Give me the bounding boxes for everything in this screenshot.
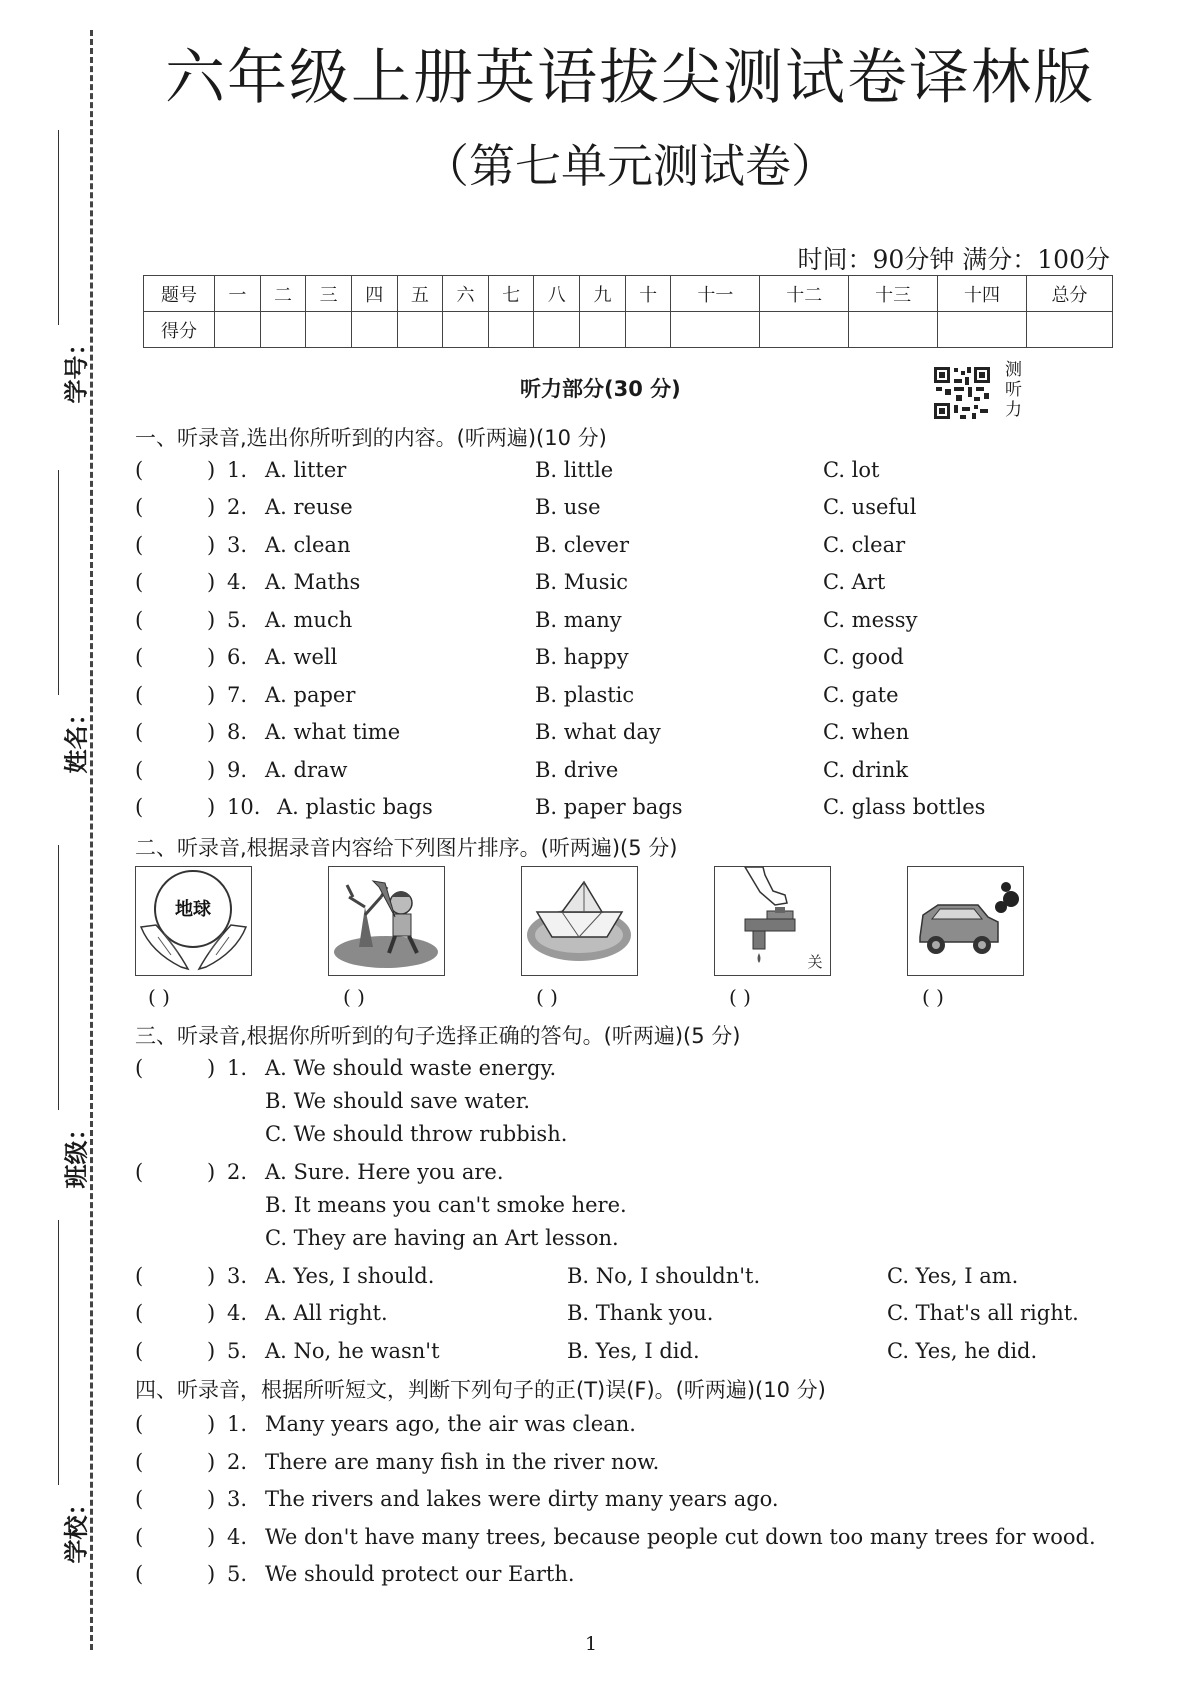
- option-a: A. draw: [265, 758, 348, 782]
- question-number: 1.: [227, 1412, 248, 1436]
- answer-paren-close: ): [207, 608, 216, 632]
- option-c: C. messy: [823, 608, 918, 632]
- page-title: 六年级上册英语拔尖测试卷译林版: [165, 43, 1095, 113]
- option-a: A. Maths: [265, 570, 361, 594]
- option-b: B. paper bags: [535, 795, 683, 819]
- answer-paren-open[interactable]: (: [135, 570, 144, 594]
- score-cell[interactable]: [534, 312, 580, 348]
- school-line[interactable]: [58, 1220, 59, 1485]
- score-cell[interactable]: [938, 312, 1027, 348]
- section1-heading: 一、听录音,选出你所听到的内容。(听两遍)(10 分): [135, 426, 607, 450]
- answer-paren-close: ): [207, 758, 216, 782]
- picture-car-smoke: [907, 866, 1024, 976]
- answer-paren-open[interactable]: (: [135, 1412, 144, 1436]
- s3-question: [135, 1160, 1135, 1192]
- option-a: A. reuse: [265, 495, 353, 519]
- score-col: 十: [625, 276, 671, 312]
- question-number: 3.: [227, 1264, 248, 1288]
- name-field: [28, 470, 91, 774]
- water-tap-icon: [715, 867, 830, 975]
- answer-paren-close: ): [207, 458, 216, 482]
- score-cell[interactable]: [849, 312, 938, 348]
- s3-option-row: [135, 1226, 1135, 1258]
- answer-paren-open[interactable]: (: [135, 1160, 144, 1184]
- option-c: C. lot: [823, 458, 880, 482]
- option-a: A. clean: [265, 533, 351, 557]
- option-a: A. much: [265, 608, 353, 632]
- answer-paren-close: ): [207, 570, 216, 594]
- option-b: B. drive: [535, 758, 619, 782]
- option-a: A. Yes, I should.: [265, 1264, 435, 1288]
- s1-question: [135, 458, 1135, 490]
- answer-paren-open[interactable]: (: [135, 683, 144, 707]
- s4-statement: [135, 1562, 1135, 1594]
- page-subtitle: （第七单元测试卷）: [423, 139, 837, 193]
- s3-option-row: [135, 1089, 1135, 1121]
- s3-option-row: [135, 1122, 1135, 1154]
- picture-answer-blank[interactable]: ( ): [343, 985, 365, 1009]
- car-exhaust-icon: [908, 867, 1023, 975]
- score-table-header-row: [144, 276, 1113, 312]
- question-number: 2.: [227, 495, 248, 519]
- score-cell[interactable]: [397, 312, 443, 348]
- question-number: 10.: [227, 795, 261, 819]
- statement-text: We don't have many trees, because people cut down too many trees for wood.: [265, 1525, 1096, 1549]
- score-row-label: 得分: [144, 312, 215, 348]
- picture-answer-blank[interactable]: ( ): [536, 985, 558, 1009]
- answer-paren-open[interactable]: (: [135, 495, 144, 519]
- question-number: 8.: [227, 720, 248, 744]
- score-cell[interactable]: [580, 312, 626, 348]
- s1-question: [135, 608, 1135, 640]
- option-c: C. good: [823, 645, 904, 669]
- score-col: 十四: [938, 276, 1027, 312]
- answer-paren-close: ): [207, 1301, 216, 1325]
- answer-paren-close: ): [207, 1264, 216, 1288]
- question-number: 9.: [227, 758, 248, 782]
- question-number: 4.: [227, 570, 248, 594]
- score-cell[interactable]: [351, 312, 397, 348]
- option-b: B. We should save water.: [265, 1089, 531, 1113]
- option-b: B. Yes, I did.: [567, 1339, 700, 1363]
- question-number: 2.: [227, 1450, 248, 1474]
- answer-paren-open[interactable]: (: [135, 1339, 144, 1363]
- earth-hands-icon: [136, 867, 251, 975]
- answer-paren-close: ): [207, 1562, 216, 1586]
- question-number: 5.: [227, 1339, 248, 1363]
- score-cell[interactable]: [443, 312, 489, 348]
- answer-paren-close: ): [207, 1160, 216, 1184]
- score-table: [143, 275, 1113, 348]
- class-line[interactable]: [58, 845, 59, 1110]
- score-cell[interactable]: [306, 312, 352, 348]
- score-col: 二: [260, 276, 306, 312]
- score-table-score-row: [144, 312, 1113, 348]
- score-cell[interactable]: [260, 312, 306, 348]
- picture-answer-blank[interactable]: ( ): [729, 985, 751, 1009]
- score-cell[interactable]: [671, 312, 760, 348]
- option-c: C. when: [823, 720, 910, 744]
- answer-paren-close: ): [207, 795, 216, 819]
- qr-caption: 测听力: [1005, 360, 1022, 420]
- question-number: 3.: [227, 1487, 248, 1511]
- s1-question: [135, 570, 1135, 602]
- class-field: [28, 845, 91, 1189]
- option-a: A. what time: [265, 720, 401, 744]
- answer-paren-open[interactable]: (: [135, 758, 144, 782]
- answer-paren-open[interactable]: (: [135, 1487, 144, 1511]
- student-no-label: 学号：: [62, 331, 91, 404]
- s3-option-row: [135, 1193, 1135, 1225]
- s4-statement: [135, 1412, 1135, 1444]
- score-col: 七: [488, 276, 534, 312]
- answer-paren-close: ): [207, 533, 216, 557]
- question-number: 4.: [227, 1301, 248, 1325]
- answer-paren-open[interactable]: (: [135, 1450, 144, 1474]
- s1-question: [135, 758, 1135, 790]
- score-header-label: 题号: [144, 276, 215, 312]
- tap-off-label: 关: [807, 953, 823, 971]
- answer-paren-open[interactable]: (: [135, 645, 144, 669]
- option-a: A. Sure. Here you are.: [265, 1160, 504, 1184]
- picture-cutting-tree: [328, 866, 445, 976]
- option-c: C. Yes, I am.: [887, 1264, 1019, 1288]
- score-col: 十三: [849, 276, 938, 312]
- answer-paren-close: ): [207, 683, 216, 707]
- question-number: 7.: [227, 683, 248, 707]
- option-a: A. paper: [265, 683, 356, 707]
- listening-section-title: 听力部分(30 分): [520, 377, 681, 401]
- option-a: A. We should waste energy.: [265, 1056, 557, 1080]
- score-cell[interactable]: [1027, 312, 1113, 348]
- question-number: 4.: [227, 1525, 248, 1549]
- page-number: 1: [585, 1633, 598, 1655]
- option-b: B. use: [535, 495, 601, 519]
- option-c: C. That's all right.: [887, 1301, 1079, 1325]
- score-col: 十二: [760, 276, 849, 312]
- answer-paren-close: ): [207, 1412, 216, 1436]
- score-cell[interactable]: [488, 312, 534, 348]
- score-col: 八: [534, 276, 580, 312]
- answer-paren-open[interactable]: (: [135, 720, 144, 744]
- section4-heading: 四、听录音，根据所听短文，判断下列句子的正(T)误(F)。(听两遍)(10 分): [135, 1378, 826, 1402]
- option-a: A. No, he wasn't: [265, 1339, 440, 1363]
- option-b: B. clever: [535, 533, 630, 557]
- option-b: B. what day: [535, 720, 661, 744]
- s1-question: [135, 720, 1135, 752]
- answer-paren-open[interactable]: (: [135, 1525, 144, 1549]
- answer-paren-close: ): [207, 1525, 216, 1549]
- option-a: A. well: [265, 645, 338, 669]
- school-label: 学校：: [62, 1491, 91, 1564]
- answer-paren-close: ): [207, 1339, 216, 1363]
- option-c: C. Yes, he did.: [887, 1339, 1038, 1363]
- score-col: 一: [215, 276, 261, 312]
- statement-text: There are many fish in the river now.: [265, 1450, 660, 1474]
- question-number: 5.: [227, 1562, 248, 1586]
- answer-paren-close: ): [207, 720, 216, 744]
- question-number: 1.: [227, 1056, 248, 1080]
- option-c: C. glass bottles: [823, 795, 986, 819]
- s3-question: [135, 1056, 1135, 1088]
- answer-paren-close: ): [207, 1487, 216, 1511]
- statement-text: Many years ago, the air was clean.: [265, 1412, 636, 1436]
- s1-question: [135, 645, 1135, 677]
- s1-question: [135, 495, 1135, 527]
- statement-text: The rivers and lakes were dirty many years ago.: [265, 1487, 779, 1511]
- section2-heading: 二、听录音,根据录音内容给下列图片排序。(听两遍)(5 分): [135, 836, 678, 860]
- s4-statement: [135, 1450, 1135, 1482]
- name-line[interactable]: [58, 470, 59, 695]
- s3-question: [135, 1339, 1135, 1371]
- score-col: 四: [351, 276, 397, 312]
- question-number: 3.: [227, 533, 248, 557]
- s1-question: [135, 795, 1135, 827]
- qr-code-icon[interactable]: [932, 365, 992, 421]
- s4-statement: [135, 1525, 1135, 1557]
- student-no-line[interactable]: [58, 130, 59, 325]
- s1-question: [135, 683, 1135, 715]
- option-b: B. Music: [535, 570, 629, 594]
- picture-earth-hands: [135, 866, 252, 976]
- option-c: C. clear: [823, 533, 906, 557]
- question-number: 2.: [227, 1160, 248, 1184]
- option-b: B. little: [535, 458, 614, 482]
- s4-statement: [135, 1487, 1135, 1519]
- class-label: 班级：: [62, 1116, 91, 1189]
- binding-dashed-line: [90, 30, 93, 1650]
- option-c: C. Art: [823, 570, 886, 594]
- answer-paren-open[interactable]: (: [135, 795, 144, 819]
- s1-question: [135, 533, 1135, 565]
- score-cell[interactable]: [625, 312, 671, 348]
- option-b: B. many: [535, 608, 622, 632]
- option-b: B. happy: [535, 645, 629, 669]
- time-info: 时间：90分钟 满分：100分: [797, 245, 1110, 274]
- answer-paren-open[interactable]: (: [135, 533, 144, 557]
- score-col: 九: [580, 276, 626, 312]
- score-col: 六: [443, 276, 489, 312]
- option-a: A. plastic bags: [277, 795, 433, 819]
- option-c: C. We should throw rubbish.: [265, 1122, 568, 1146]
- score-col: 十一: [671, 276, 760, 312]
- option-c: C. useful: [823, 495, 917, 519]
- option-b: B. It means you can't smoke here.: [265, 1193, 627, 1217]
- answer-paren-open[interactable]: (: [135, 1301, 144, 1325]
- answer-paren-close: ): [207, 645, 216, 669]
- answer-paren-close: ): [207, 1056, 216, 1080]
- option-b: B. plastic: [535, 683, 635, 707]
- picture-paper-boat: [521, 866, 638, 976]
- student-no-field: [28, 130, 91, 404]
- option-c: C. They are having an Art lesson.: [265, 1226, 619, 1250]
- picture-answer-blank[interactable]: ( ): [922, 985, 944, 1009]
- cutting-tree-icon: [329, 867, 444, 975]
- answer-paren-open[interactable]: (: [135, 608, 144, 632]
- s3-question: [135, 1264, 1135, 1296]
- score-cell[interactable]: [215, 312, 261, 348]
- option-a: A. All right.: [265, 1301, 388, 1325]
- answer-paren-close: ): [207, 495, 216, 519]
- picture-turn-off-tap: [714, 866, 831, 976]
- paper-boat-icon: [522, 867, 637, 975]
- option-c: C. gate: [823, 683, 899, 707]
- score-cell[interactable]: [760, 312, 849, 348]
- question-number: 1.: [227, 458, 248, 482]
- answer-paren-open[interactable]: (: [135, 1264, 144, 1288]
- picture-answer-blank[interactable]: ( ): [148, 985, 170, 1009]
- earth-label: 地球: [175, 899, 211, 920]
- question-number: 5.: [227, 608, 248, 632]
- s3-question: [135, 1301, 1135, 1333]
- option-b: B. No, I shouldn't.: [567, 1264, 761, 1288]
- option-c: C. drink: [823, 758, 909, 782]
- name-label: 姓名：: [62, 701, 91, 774]
- question-number: 6.: [227, 645, 248, 669]
- score-col-total: 总分: [1027, 276, 1113, 312]
- answer-paren-open[interactable]: (: [135, 1562, 144, 1586]
- statement-text: We should protect our Earth.: [265, 1562, 575, 1586]
- school-field: [28, 1220, 91, 1564]
- score-col: 五: [397, 276, 443, 312]
- answer-paren-close: ): [207, 1450, 216, 1474]
- option-b: B. Thank you.: [567, 1301, 714, 1325]
- section3-heading: 三、听录音,根据你所听到的句子选择正确的答句。(听两遍)(5 分): [135, 1024, 741, 1048]
- option-a: A. litter: [265, 458, 347, 482]
- answer-paren-open[interactable]: (: [135, 458, 144, 482]
- score-col: 三: [306, 276, 352, 312]
- answer-paren-open[interactable]: (: [135, 1056, 144, 1080]
